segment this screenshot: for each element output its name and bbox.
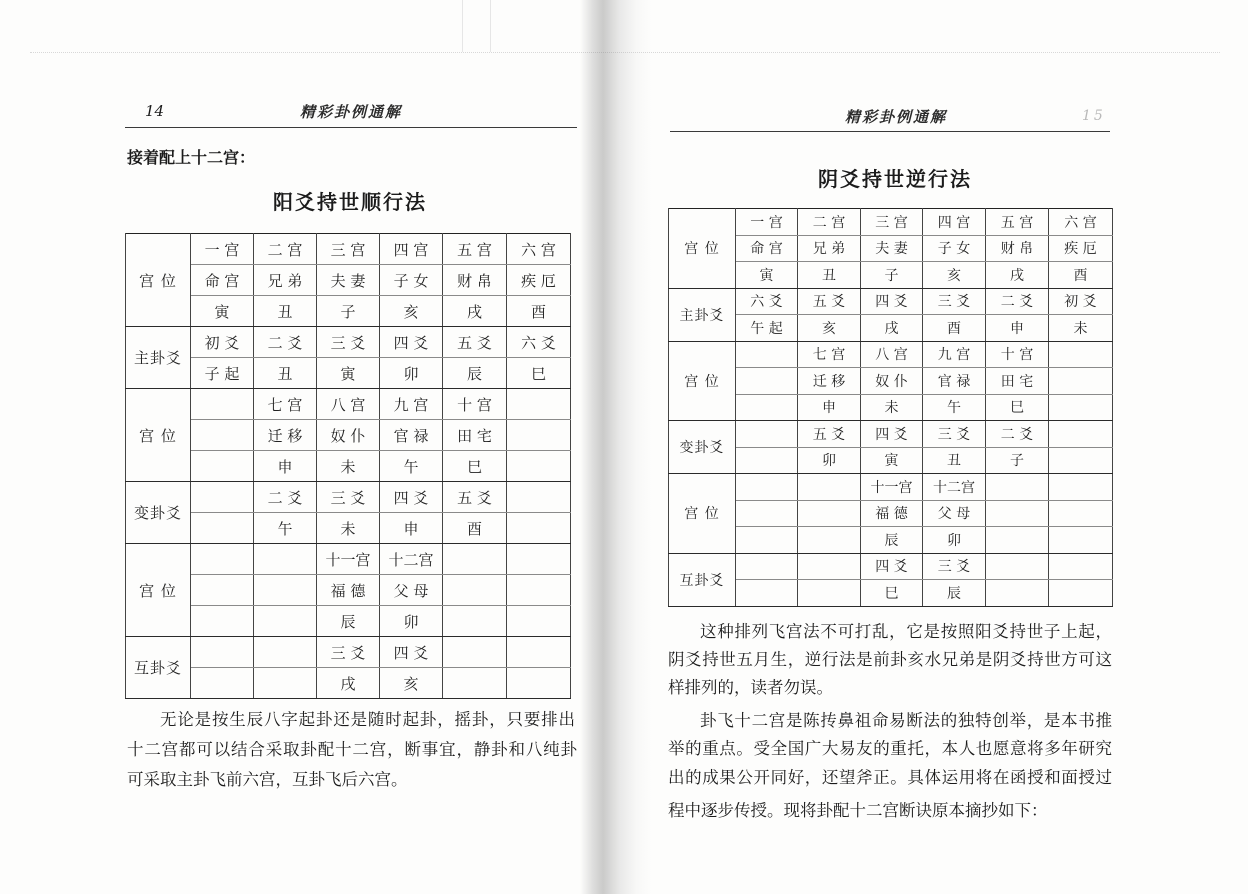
table-cell (798, 553, 861, 580)
scan-edge-mark (462, 0, 463, 52)
table-cell: 辰 (317, 606, 380, 637)
table-cell: 卯 (798, 447, 861, 474)
table-cell: 酉 (507, 296, 571, 327)
table-cell: 四 爻 (380, 327, 443, 358)
section-heading: 阳爻持世顺行法 (273, 190, 427, 214)
table-cell: 子 (986, 447, 1049, 474)
table-cell: 初 爻 (1049, 288, 1113, 315)
table-cell (986, 553, 1049, 580)
running-title: 精彩卦例通解 (845, 108, 948, 126)
table-cell (443, 668, 507, 699)
table-cell: 二 爻 (254, 482, 317, 513)
table-cell: 二 爻 (254, 327, 317, 358)
table-cell (1049, 394, 1113, 421)
table-cell (254, 544, 317, 575)
table-cell: 十二宫 (923, 474, 986, 501)
table-cell: 酉 (923, 315, 986, 342)
table-cell: 戌 (861, 315, 923, 342)
header-rule (670, 131, 1110, 132)
table-cell: 戌 (443, 296, 507, 327)
table-row (126, 358, 571, 389)
table-row (669, 235, 1113, 262)
table-cell: 夫 妻 (861, 235, 923, 262)
table-cell (443, 606, 507, 637)
table-cell: 酉 (1049, 262, 1113, 289)
table-row (669, 394, 1113, 421)
table-cell: 一 宫 (736, 209, 798, 236)
table-cell (986, 474, 1049, 501)
table-cell (736, 447, 798, 474)
row-group-label: 主卦爻 (669, 288, 736, 341)
table-row (126, 606, 571, 637)
table-cell: 辰 (443, 358, 507, 389)
row-group-label: 变卦爻 (126, 482, 191, 544)
palace-table (668, 208, 1113, 607)
table-cell: 四 宫 (923, 209, 986, 236)
table-cell (736, 580, 798, 607)
table-cell: 寅 (191, 296, 254, 327)
table-cell: 四 爻 (380, 482, 443, 513)
paragraph-line: 样排列的，读者勿误。 (668, 678, 833, 697)
table-row (126, 420, 571, 451)
table-cell: 二 爻 (986, 288, 1049, 315)
table-cell: 寅 (861, 447, 923, 474)
table-cell: 未 (317, 451, 380, 482)
table-cell: 卯 (380, 606, 443, 637)
table-cell: 巳 (443, 451, 507, 482)
table-cell: 六 宫 (507, 234, 571, 265)
row-group-label: 互卦爻 (669, 553, 736, 606)
row-group-label: 宫 位 (669, 474, 736, 554)
table-row (669, 315, 1113, 342)
table-cell (1049, 474, 1113, 501)
running-title: 精彩卦例通解 (300, 103, 403, 121)
table-cell: 父 母 (923, 500, 986, 527)
table-cell: 巳 (986, 394, 1049, 421)
table-row (669, 262, 1113, 289)
table-cell: 田 宅 (443, 420, 507, 451)
paragraph-line: 出的成果公开同好，还望斧正。具体运用将在函授和面授过 (668, 768, 1112, 787)
table-cell (443, 637, 507, 668)
table-cell (191, 575, 254, 606)
table-cell: 二 宫 (254, 234, 317, 265)
row-group-label: 主卦爻 (126, 327, 191, 389)
table-row (669, 209, 1113, 236)
table-cell: 财 帛 (443, 265, 507, 296)
table-cell: 田 宅 (986, 368, 1049, 395)
table-cell: 三 爻 (317, 637, 380, 668)
table-cell (986, 580, 1049, 607)
table-row (126, 296, 571, 327)
table-cell (1049, 527, 1113, 554)
scan-edge-mark (490, 0, 491, 52)
table-cell: 二 宫 (798, 209, 861, 236)
table-cell: 疾 厄 (1049, 235, 1113, 262)
table-cell (254, 575, 317, 606)
table-cell: 六 爻 (736, 288, 798, 315)
table-cell (1049, 553, 1113, 580)
table-cell: 未 (317, 513, 380, 544)
table-cell: 丑 (254, 296, 317, 327)
table-cell (191, 668, 254, 699)
table-cell: 官 禄 (923, 368, 986, 395)
table-row (669, 580, 1113, 607)
table-row (126, 637, 571, 668)
table-cell (507, 513, 571, 544)
table-cell (1049, 500, 1113, 527)
table-cell: 五 爻 (443, 482, 507, 513)
table-cell: 申 (380, 513, 443, 544)
table-cell: 五 宫 (443, 234, 507, 265)
table-cell (507, 606, 571, 637)
table-cell: 三 爻 (923, 288, 986, 315)
table-cell: 五 爻 (443, 327, 507, 358)
table-cell: 四 爻 (380, 637, 443, 668)
table-cell (254, 668, 317, 699)
table-cell (1049, 341, 1113, 368)
table-cell: 十 宫 (986, 341, 1049, 368)
table-row (669, 341, 1113, 368)
table-cell: 七 宫 (798, 341, 861, 368)
intro-text: 接着配上十二宫： (127, 148, 256, 167)
table-cell: 五 爻 (798, 288, 861, 315)
table-cell: 辰 (923, 580, 986, 607)
table-cell: 寅 (317, 358, 380, 389)
table-cell: 福 德 (317, 575, 380, 606)
table-cell (191, 544, 254, 575)
table-cell (191, 637, 254, 668)
row-group-label: 宫 位 (126, 234, 191, 327)
table-cell: 五 宫 (986, 209, 1049, 236)
table-cell (443, 544, 507, 575)
table-row (126, 513, 571, 544)
table-cell (191, 420, 254, 451)
table-cell (443, 575, 507, 606)
table-cell: 夫 妻 (317, 265, 380, 296)
table-cell: 子 女 (380, 265, 443, 296)
table-cell: 戌 (317, 668, 380, 699)
table-cell: 七 宫 (254, 389, 317, 420)
table-cell: 午 (254, 513, 317, 544)
paragraph-line: 这种排列飞宫法不可打乱，它是按照阳爻持世子上起， (700, 622, 1112, 641)
book-spine-shadow (580, 0, 652, 894)
table-cell: 十 宫 (443, 389, 507, 420)
table-cell: 命 宫 (191, 265, 254, 296)
table-cell (798, 474, 861, 501)
table-cell: 福 德 (861, 500, 923, 527)
table-cell: 八 宫 (317, 389, 380, 420)
table-cell: 午 起 (736, 315, 798, 342)
table-cell: 巳 (507, 358, 571, 389)
table-cell: 申 (254, 451, 317, 482)
table-cell (1049, 368, 1113, 395)
table-row (126, 389, 571, 420)
table-row (669, 368, 1113, 395)
table-cell (736, 553, 798, 580)
table-row (126, 265, 571, 296)
table-cell: 子 起 (191, 358, 254, 389)
table-cell: 四 爻 (861, 553, 923, 580)
table-cell (736, 421, 798, 448)
table-cell: 三 爻 (317, 327, 380, 358)
table-cell (1049, 447, 1113, 474)
table-cell: 亥 (380, 668, 443, 699)
table-cell: 十一宫 (861, 474, 923, 501)
paragraph-line: 阴爻持世五月生，逆行法是前卦亥水兄弟是阴爻持世方可这 (668, 650, 1112, 669)
table-cell: 未 (861, 394, 923, 421)
row-group-label: 变卦爻 (669, 421, 736, 474)
table-cell (254, 606, 317, 637)
table-cell (736, 527, 798, 554)
table-cell: 巳 (861, 580, 923, 607)
table-cell: 兄 弟 (798, 235, 861, 262)
table-cell: 申 (798, 394, 861, 421)
table-row (126, 451, 571, 482)
table-cell: 三 爻 (923, 553, 986, 580)
header-rule (125, 127, 577, 128)
table-cell (507, 668, 571, 699)
table-row (669, 288, 1113, 315)
paragraph-line: 十二宫都可以结合采取卦配十二宫，断事宜，静卦和八纯卦 (127, 740, 577, 759)
table-row (126, 482, 571, 513)
table-cell: 命 宫 (736, 235, 798, 262)
row-group-label: 宫 位 (669, 341, 736, 421)
table-cell (798, 500, 861, 527)
row-group-label: 互卦爻 (126, 637, 191, 699)
table-cell: 子 (317, 296, 380, 327)
table-cell: 辰 (861, 527, 923, 554)
row-group-label: 宫 位 (126, 544, 191, 637)
table-cell (191, 389, 254, 420)
table-cell: 二 爻 (986, 421, 1049, 448)
section-heading: 阴爻持世逆行法 (818, 167, 972, 191)
table-cell (191, 513, 254, 544)
table-cell: 子 (861, 262, 923, 289)
table-cell (191, 482, 254, 513)
table-cell (191, 451, 254, 482)
table-cell (986, 527, 1049, 554)
table-cell: 申 (986, 315, 1049, 342)
page-number: 15 (1082, 108, 1106, 124)
table-cell (736, 500, 798, 527)
table-cell (1049, 421, 1113, 448)
table-cell: 九 宫 (380, 389, 443, 420)
paragraph-line: 程中逐步传授。现将卦配十二宫断诀原本摘抄如下： (668, 801, 1048, 820)
table-cell: 十一宫 (317, 544, 380, 575)
table-row (669, 500, 1113, 527)
table-row (126, 544, 571, 575)
table-row (669, 553, 1113, 580)
table-cell: 亥 (380, 296, 443, 327)
table-cell (736, 368, 798, 395)
table-cell: 午 (380, 451, 443, 482)
paragraph-line: 无论是按生辰八字起卦还是随时起卦，摇卦，只要排出 (160, 710, 575, 729)
table-cell: 丑 (923, 447, 986, 474)
table-cell: 丑 (254, 358, 317, 389)
table-row (126, 575, 571, 606)
table-cell (507, 420, 571, 451)
table-cell: 迁 移 (254, 420, 317, 451)
table-row (669, 447, 1113, 474)
table-cell (507, 575, 571, 606)
table-cell (507, 451, 571, 482)
table-cell: 亥 (923, 262, 986, 289)
table-row (669, 527, 1113, 554)
table-cell (507, 482, 571, 513)
table-cell (986, 500, 1049, 527)
table-cell: 迁 移 (798, 368, 861, 395)
table-cell (507, 544, 571, 575)
table-cell: 疾 厄 (507, 265, 571, 296)
table-row (126, 668, 571, 699)
table-cell (736, 474, 798, 501)
table-cell (507, 637, 571, 668)
table-cell: 亥 (798, 315, 861, 342)
table-cell (798, 580, 861, 607)
table-cell: 四 宫 (380, 234, 443, 265)
table-cell: 三 爻 (923, 421, 986, 448)
table-cell: 未 (1049, 315, 1113, 342)
table-cell (798, 527, 861, 554)
row-group-label: 宫 位 (126, 389, 191, 482)
paragraph-line: 可采取主卦飞前六宫，互卦飞后六宫。 (127, 770, 408, 789)
table-cell: 八 宫 (861, 341, 923, 368)
table-cell: 卯 (923, 527, 986, 554)
table-cell: 三 宫 (317, 234, 380, 265)
paragraph-line: 举的重点。受全国广大易友的重托，本人也愿意将多年研究 (668, 739, 1112, 758)
table-cell: 六 爻 (507, 327, 571, 358)
table-cell: 奴 仆 (861, 368, 923, 395)
table-cell: 四 爻 (861, 421, 923, 448)
table-cell: 午 (923, 394, 986, 421)
paragraph-line: 卦飞十二宫是陈抟鼻祖命易断法的独特创举，是本书推 (700, 711, 1112, 730)
table-cell: 五 爻 (798, 421, 861, 448)
palace-table (125, 233, 571, 699)
table-cell: 四 爻 (861, 288, 923, 315)
table-row (126, 327, 571, 358)
table-row (669, 421, 1113, 448)
table-cell: 寅 (736, 262, 798, 289)
table-cell (191, 606, 254, 637)
table-cell: 官 禄 (380, 420, 443, 451)
page-number: 14 (145, 102, 165, 120)
table-cell (254, 637, 317, 668)
table-cell: 十二宫 (380, 544, 443, 575)
table-cell: 一 宫 (191, 234, 254, 265)
table-row (669, 474, 1113, 501)
table-cell: 九 宫 (923, 341, 986, 368)
table-row (126, 234, 571, 265)
table-cell (736, 394, 798, 421)
row-group-label: 宫 位 (669, 209, 736, 289)
table-cell (507, 389, 571, 420)
table-cell: 丑 (798, 262, 861, 289)
table-cell: 兄 弟 (254, 265, 317, 296)
table-cell: 初 爻 (191, 327, 254, 358)
table-cell (736, 341, 798, 368)
table-cell: 六 宫 (1049, 209, 1113, 236)
table-cell: 三 宫 (861, 209, 923, 236)
table-cell: 三 爻 (317, 482, 380, 513)
table-cell (1049, 580, 1113, 607)
table-cell: 戌 (986, 262, 1049, 289)
table-cell: 父 母 (380, 575, 443, 606)
table-cell: 酉 (443, 513, 507, 544)
table-cell: 卯 (380, 358, 443, 389)
table-cell: 财 帛 (986, 235, 1049, 262)
table-cell: 子 女 (923, 235, 986, 262)
table-cell: 奴 仆 (317, 420, 380, 451)
